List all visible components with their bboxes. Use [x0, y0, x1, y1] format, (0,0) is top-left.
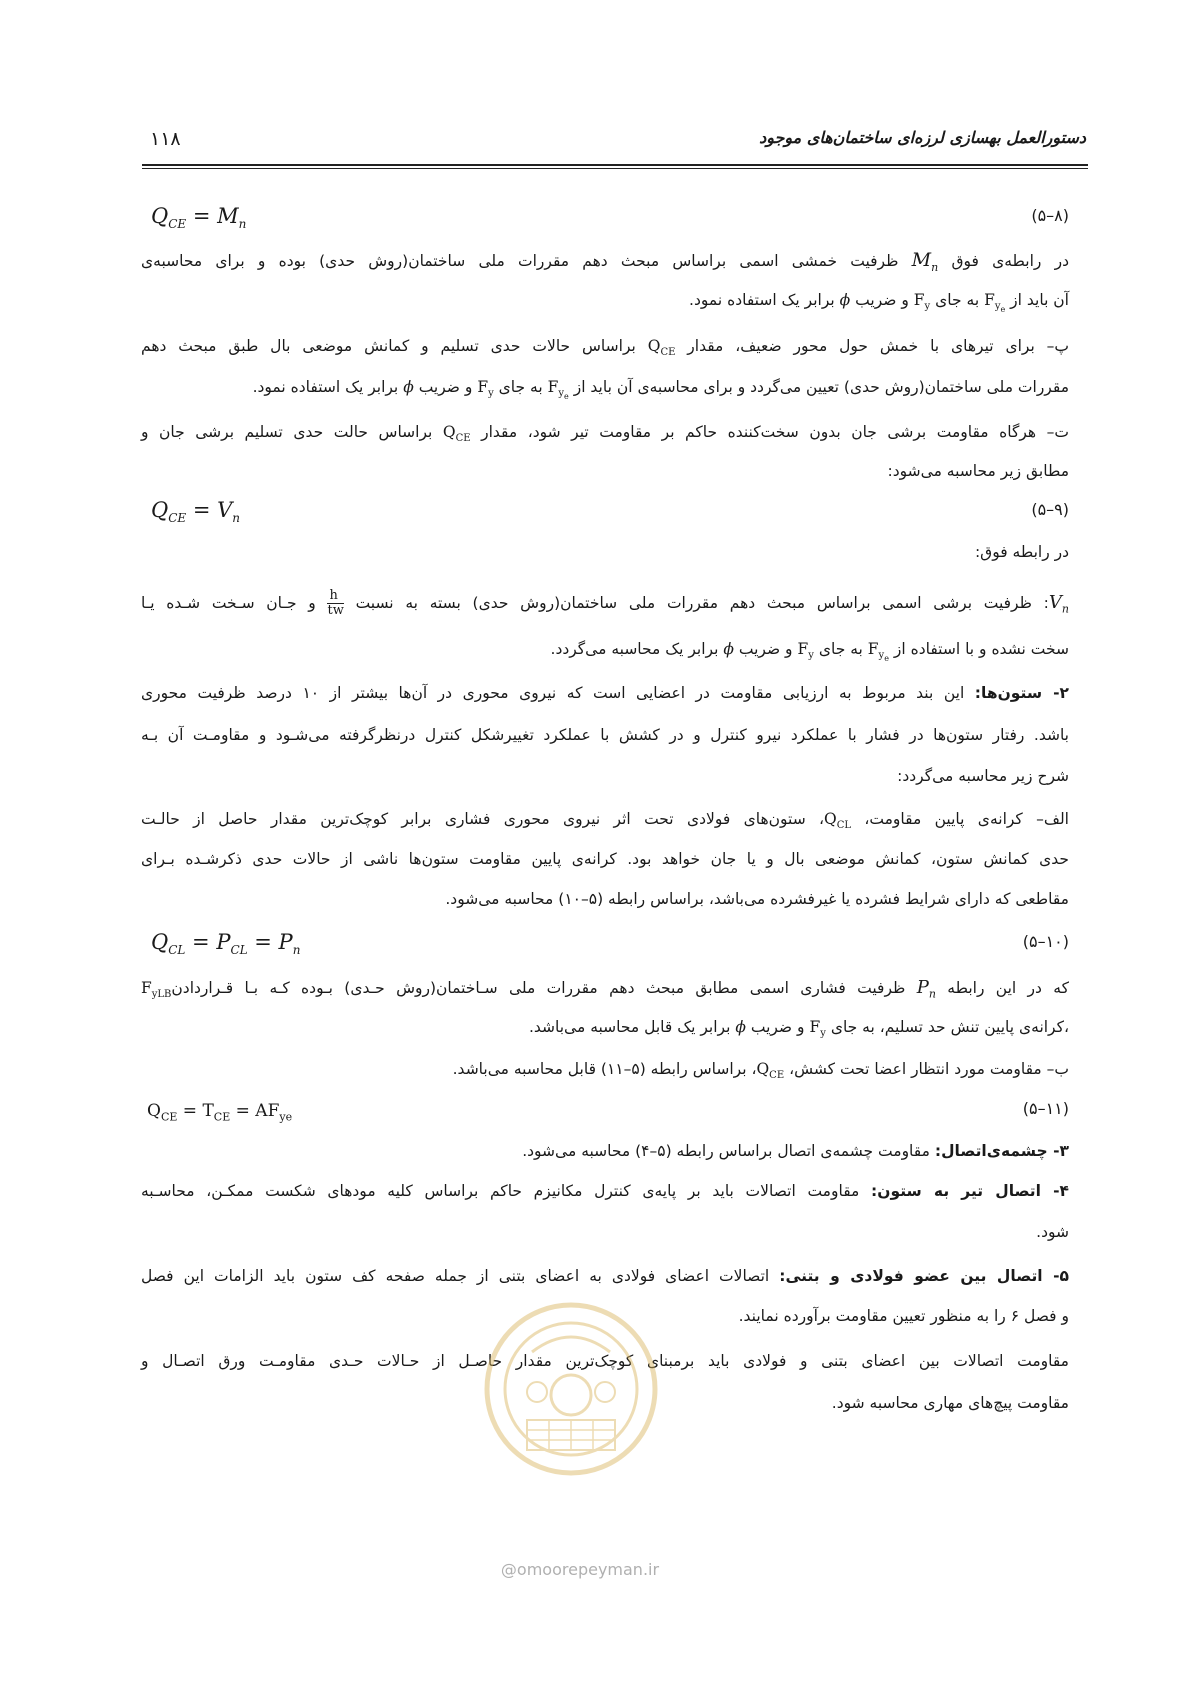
paragraph-line: شود. [1036, 1223, 1069, 1241]
paragraph-line: حدی کمانش ستون، کمانش موضعی بال و یا جان خواهد بود. کرانه‌ی پایین مقاومت ستون‌ها ناشی از حالات حدی ذکرشـده بـرای [141, 850, 1069, 868]
symbol-pn: $P_n$ [916, 977, 936, 1001]
symbol-fy: $F_y$ [809, 1018, 826, 1040]
paragraph-line: در رابطه فوق: [974, 543, 1069, 561]
equation-9-5 [141, 498, 1069, 526]
equation-number: (۹–۵) [1031, 500, 1069, 519]
symbol-fye: $F_{y_e}$ [984, 291, 1006, 315]
paragraph-line: $V_n$: ظرفیت برشی اسمی براساس مبحث دهم مقررات ملی ساختمان(روش حدی) بسته به نسبت $\frac{h}{tw}$ و جـان سـخت شـده یـا [141, 588, 1069, 618]
equation-number: (۱۱–۵) [1022, 1099, 1069, 1118]
equation-10-5 [141, 930, 1069, 958]
equation-number: (۱۰–۵) [1022, 932, 1069, 951]
symbol-fy: $F_y$ [797, 640, 814, 662]
equation-formula: $Q_{CL} = P_{CL} = P_n$ [151, 930, 301, 958]
symbol-fye: $F_{y_e}$ [867, 640, 889, 664]
symbol-vn: $V_n$ [1048, 592, 1069, 616]
section-heading: ۵- اتصال بین عضو فولادی و بتنی: [779, 1267, 1069, 1285]
equation-formula: $Q_{CE} = M_n$ [151, 204, 247, 232]
publisher-seal-icon [482, 1300, 660, 1478]
paragraph-line: باشد. رفتار ستون‌ها در فشار با عملکرد نیرو کنترل و در کشش با عملکرد تغییرشکل کنترل درنظرگرفته می‌شـود و مقاومـت آن بـه [141, 726, 1069, 744]
fraction-h-tw: $\frac{h}{tw}$ [327, 588, 344, 618]
symbol-qce: $Q_{CE}$ [756, 1060, 785, 1082]
paragraph-line: مقاومت اتصالات بین اعضای بتنی و فولادی باید برمبنای کوچک‌ترین مقدار حاصـل از حـالات حـدی مقاومـت ورق اتصـال و [141, 1352, 1069, 1370]
paragraph-line: ۵- اتصال بین عضو فولادی و بتنی: اتصالات اعضای فولادی به اعضای بتنی از جمله صفحه کف ستون باید الزامات این فصل [141, 1267, 1069, 1285]
paragraph-line: شرح زیر محاسبه می‌گردد: [897, 767, 1069, 785]
paragraph-line: ،کرانه‌ی پایین تنش حد تسلیم، به جای $F_y$ و ضریب ϕ برابر یک قابل محاسبه می‌باشد. [528, 1018, 1069, 1040]
paragraph-line: آن باید از $F_{y_e}$ به جای $F_y$ و ضریب ϕ برابر یک استفاده نمود. [689, 291, 1069, 315]
paragraph-line: ۳- چشمه‌ی‌اتصال: مقاومت چشمه‌ی اتصال براساس رابطه (۵–۴) محاسبه می‌شود. [522, 1142, 1069, 1160]
symbol-qce: $Q_{CE}$ [442, 423, 471, 445]
paragraph-line: ت– هرگاه مقاومت برشی جان بدون سخت‌کننده حاکم بر مقاومت تیر شود، مقدار $Q_{CE}$ براساس حالت حدی تسلیم برشی جان و [141, 423, 1069, 445]
equation-formula: $Q_{CE} = V_n$ [151, 498, 241, 526]
paragraph-line: ب– مقاومت مورد انتظار اعضا تحت کشش، $Q_{CE}،$ براساس رابطه (۵–۱۱) قابل محاسبه می‌باشد. [452, 1060, 1069, 1082]
running-title: دستورالعمل بهسازی لرزه‌ای ساختمان‌های موجود [759, 128, 1086, 147]
symbol-phi: ϕ [403, 378, 414, 396]
section-heading: ۴- اتصال تیر به ستون: [871, 1182, 1069, 1200]
symbol-phi: ϕ [735, 1018, 746, 1036]
paragraph-line: ۴- اتصال تیر به ستون: مقاومت اتصالات باید بر پایه‌ی کنترل مکانیزم حاکم براساس کلیه مودهای شکست ممکـن، محاسـبه [141, 1182, 1069, 1200]
paragraph-line: سخت نشده و با استفاده از $F_{y_e}$ به جای $F_y$ و ضریب ϕ برابر یک محاسبه می‌گردد. [550, 640, 1069, 664]
paragraph-line: در رابطه‌ی فوق $M_n$ ظرفیت خمشی اسمی براساس مبحث دهم مقررات ملی ساختمان(روش حدی) بوده و برای محاسبه‌ی [141, 249, 1069, 274]
page-header [150, 128, 1086, 158]
paragraph-line: مقاطعی که دارای شرایط فشرده یا غیرفشرده می‌باشد، براساس رابطه (۵–۱۰) محاسبه می‌شود. [445, 890, 1069, 908]
symbol-qcl: $Q_{CL}$ [824, 810, 852, 832]
paragraph-line: مطابق زیر محاسبه می‌شود: [887, 462, 1069, 480]
paragraph-line: مقاومت پیچ‌های مهاری محاسبه شود. [831, 1394, 1069, 1412]
paragraph-line: مقررات ملی ساختمان(روش حدی) تعیین می‌گردد و برای محاسبه‌ی آن باید از $F_{y_e}$ به جای $F_y$ و ضریب ϕ برابر یک استفاده نمود. [252, 378, 1069, 402]
symbol-qce: $Q_{CE}$ [647, 337, 676, 359]
equation-8-5 [141, 204, 1069, 232]
watermark-url: @omoorepeyman.ir [500, 1560, 660, 1579]
header-rule [142, 164, 1088, 169]
symbol-fy: $F_y$ [913, 291, 931, 313]
symbol-phi: ϕ [839, 291, 851, 309]
paragraph-line: و فصل ۶ را به منظور تعیین مقاومت برآورده نمایند. [738, 1307, 1069, 1325]
paragraph-line: که در این رابطه $P_n$ ظرفیت فشاری اسمی مطابق مبحث دهم مقررات ملی سـاختمان(روش حـدی) بـوده کـه بـا قـراردادنF$_{yLB}$ [141, 977, 1069, 1001]
symbol-phi: ϕ [723, 640, 734, 658]
equation-11-5 [141, 1097, 1069, 1125]
page-number: ۱۱۸ [150, 128, 181, 150]
symbol-fy: $F_y$ [477, 378, 494, 400]
section-heading: ۲- ستون‌ها: [974, 684, 1069, 702]
section-heading: ۳- چشمه‌ی‌اتصال: [934, 1142, 1069, 1160]
symbol-fylb: $F_{yLB}$ [141, 979, 172, 1001]
symbol-mn: $M_n$ [911, 249, 939, 274]
paragraph-line: الف– کرانه‌ی پایین مقاومت، $Q_{CL}،$ ستون‌های فولادی تحت اثر نیروی محوری فشاری برابر کوچک‌ترین مقدار حاصل از حالـت [141, 810, 1069, 832]
equation-formula: $Q_{CE} = T_{CE} = AF_{ye}$ [147, 1101, 293, 1124]
equation-number: (۸–۵) [1031, 206, 1069, 225]
paragraph-line: پ– برای تیرهای با خمش حول محور ضعیف، مقدار $Q_{CE}$ براساس حالات حدی تسلیم و کمانش موضعی بال طبق مبحث دهم [141, 337, 1069, 359]
paragraph-line: ۲- ستون‌ها: این بند مربوط به ارزیابی مقاومت در اعضایی است که نیروی محوری در آن‌ها بیشتر از ۱۰ درصد ظرفیت محوری [141, 684, 1069, 702]
symbol-fye: $F_{y_e}$ [547, 378, 569, 402]
